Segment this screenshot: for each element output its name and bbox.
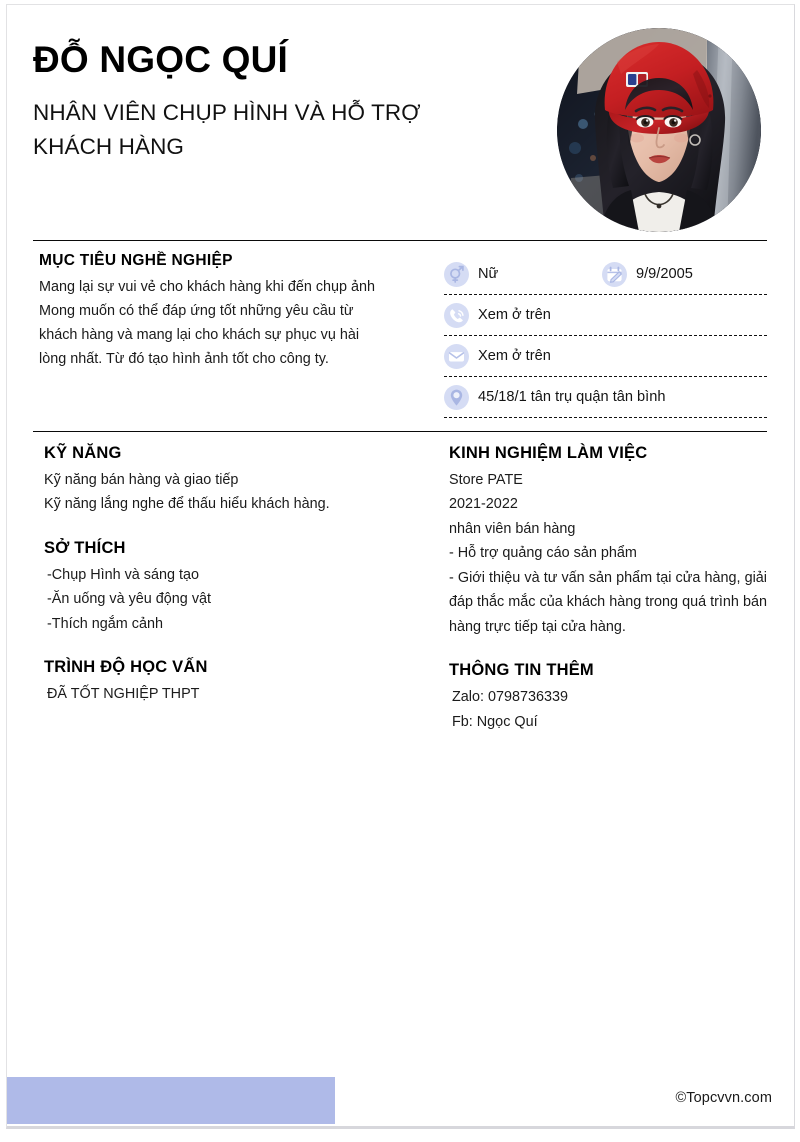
objective-line-3: khách hàng và mang lại cho khách sự phục vụ hài <box>39 326 360 343</box>
copyright-notice: ©Topcvvn.com <box>675 1090 772 1106</box>
candidate-name: ĐỖ NGỌC QUÍ <box>33 39 289 80</box>
divider-header <box>33 240 767 241</box>
interests-title: SỞ THÍCH <box>44 538 126 557</box>
phone-icon <box>444 303 469 328</box>
objective-line-4: lòng nhất. Từ đó tạo hình ảnh tốt cho công ty. <box>39 350 329 367</box>
experience-title: KINH NGHIỆM LÀM VIỆC <box>449 444 648 462</box>
experience-duty-2: - Giới thiệu và tư vấn sản phẩm tại cửa hàng, giải đáp thắc mắc của khách hàng trong quá trình bán hàng trực tiếp tại cửa hàng. <box>449 569 767 635</box>
contact-address <box>444 385 665 410</box>
gender-icon <box>444 262 469 287</box>
job-title-line-2: KHÁCH HÀNG <box>33 133 185 159</box>
experience-period: 2021-2022 <box>449 496 518 513</box>
job-title-line-1: NHÂN VIÊN CHỤP HÌNH VÀ HỖ TRỢ <box>33 99 421 125</box>
objective-line-2: Mong muốn có thể đáp ứng tốt những yêu cầu từ <box>39 302 354 319</box>
skills-line-2: Kỹ năng lắng nghe để thấu hiểu khách hàng. <box>44 496 330 513</box>
left-column <box>33 444 418 734</box>
summary-contact-section <box>33 252 767 418</box>
additional-info-block <box>449 661 767 734</box>
experience-role: nhân viên bán hàng <box>449 520 576 537</box>
interests-line-1: -Chụp Hình và sáng tạo <box>47 566 199 583</box>
contact-email[interactable] <box>444 344 551 369</box>
contact-phone[interactable] <box>444 303 551 328</box>
contact-gender <box>444 262 602 287</box>
career-objective-title: MỤC TIÊU NGHỀ NGHIỆP <box>39 252 233 269</box>
header-text-group <box>33 28 421 164</box>
contact-row-address <box>444 377 767 418</box>
education-title: TRÌNH ĐỘ HỌC VẤN <box>44 658 208 677</box>
experience-duty-1: - Hỗ trợ quảng cáo sản phẩm <box>449 545 637 562</box>
interests-line-3: -Thích ngắm cảnh <box>47 615 163 632</box>
location-pin-icon <box>444 385 469 410</box>
divider-main <box>33 431 767 432</box>
education-line-1: ĐÃ TỐT NGHIỆP THPT <box>47 686 200 703</box>
job-title <box>33 96 421 164</box>
additional-line-1: Zalo: 0798736339 <box>452 689 569 706</box>
skills-title: KỸ NĂNG <box>44 444 122 462</box>
footer-accent-bar <box>7 1077 335 1124</box>
address-value: 45/18/1 tân trụ quận tân bình <box>478 388 666 405</box>
education-block <box>44 658 418 706</box>
contact-row-phone <box>444 295 767 336</box>
avatar <box>557 28 761 232</box>
phone-value: Xem ở trên <box>478 306 551 323</box>
interests-block <box>44 539 418 636</box>
contact-birthday <box>602 262 693 287</box>
cv-header <box>33 28 767 232</box>
interests-line-2: -Ăn uống và yêu động vật <box>47 591 212 608</box>
skills-block <box>44 444 418 517</box>
birthday-value: 9/9/2005 <box>636 265 693 282</box>
email-value: Xem ở trên <box>478 347 551 364</box>
experience-company: Store PATE <box>449 472 523 488</box>
contact-row-gender-birthday <box>444 254 767 295</box>
portrait-photo <box>557 28 761 232</box>
career-objective-block <box>33 252 418 418</box>
envelope-icon <box>444 344 469 369</box>
contact-row-email <box>444 336 767 377</box>
main-columns <box>33 444 767 734</box>
contact-info-block <box>444 252 767 418</box>
skills-line-1: Kỹ năng bán hàng và giao tiếp <box>44 472 239 488</box>
career-objective-body <box>39 276 418 372</box>
objective-line-1: Mang lại sự vui vẻ cho khách hàng khi đến chụp ảnh <box>39 279 376 295</box>
additional-info-title: THÔNG TIN THÊM <box>449 661 594 680</box>
additional-line-2: Fb: Ngọc Quí <box>452 713 538 730</box>
calendar-icon <box>602 262 627 287</box>
gender-value: Nữ <box>478 265 499 282</box>
right-column <box>444 444 767 734</box>
experience-block <box>449 444 767 639</box>
